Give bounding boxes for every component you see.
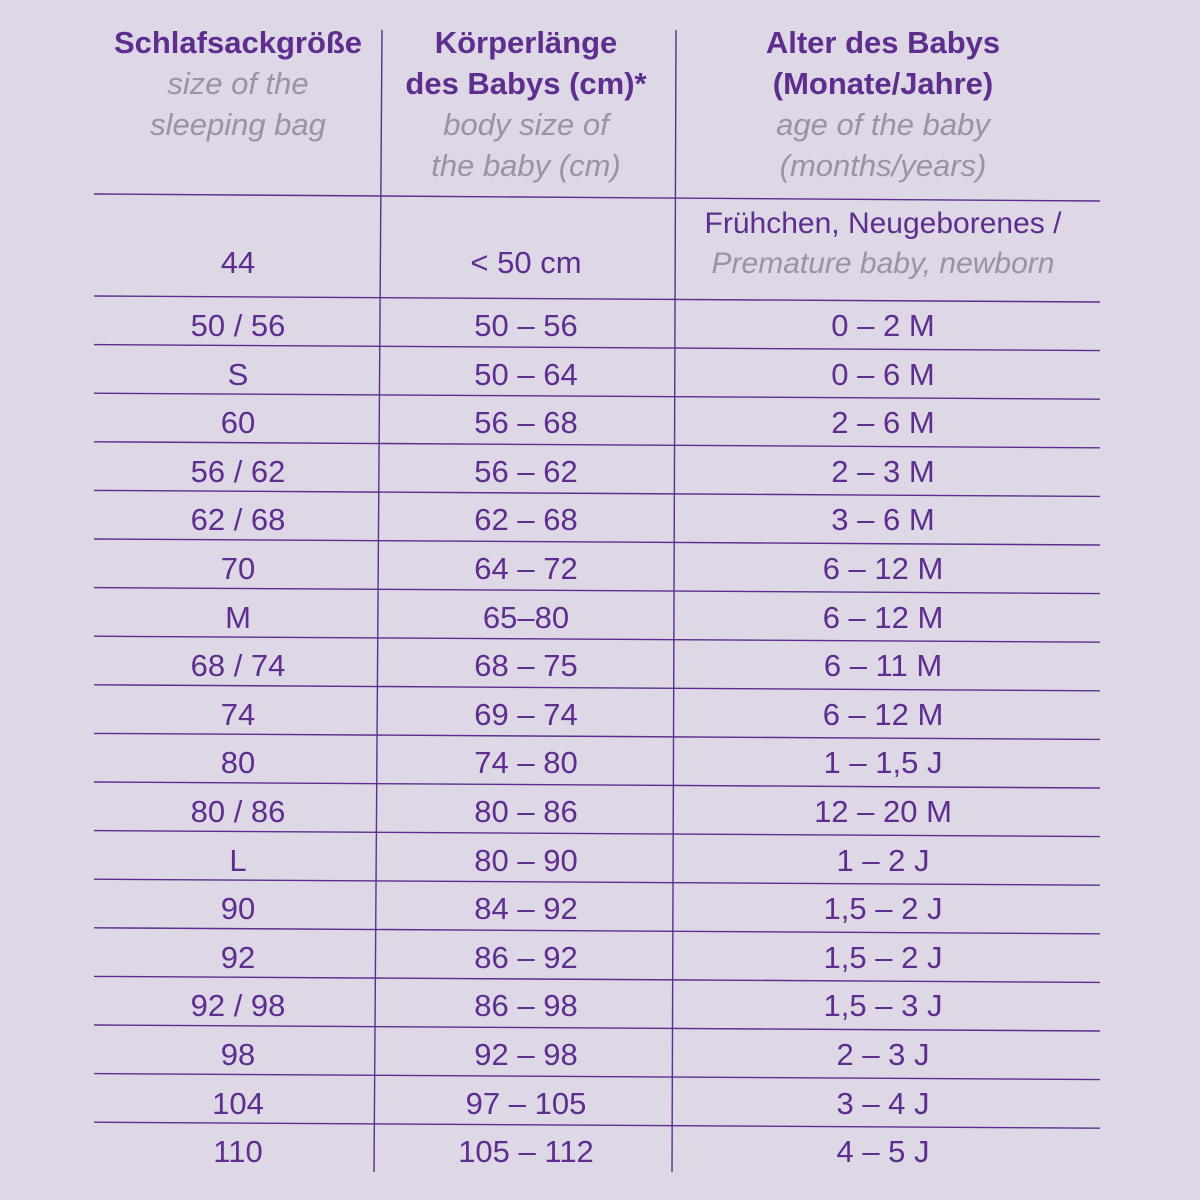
row-divider-line <box>94 442 1100 448</box>
age-cell: 1 – 1,5 J <box>823 745 943 781</box>
size-cell: M <box>225 599 251 635</box>
row-divider-line <box>94 345 1100 351</box>
size-cell: L <box>229 842 247 878</box>
length-cell: 62 – 68 <box>474 502 578 538</box>
column-divider-line <box>672 30 676 1172</box>
row-divider-line <box>94 1122 1100 1128</box>
age-cell: 0 – 2 M <box>831 308 935 343</box>
length-cell: 50 – 64 <box>474 356 578 392</box>
length-cell: 92 – 98 <box>474 1037 578 1072</box>
row-divider-line <box>94 831 1100 837</box>
length-cell: 105 – 112 <box>458 1134 594 1170</box>
age-cell: 2 – 6 M <box>831 405 935 441</box>
row-divider-line <box>94 393 1100 399</box>
newborn-length-cell: < 50 cm <box>470 245 582 280</box>
length-cell: 50 – 56 <box>474 308 578 343</box>
size-cell: S <box>227 356 249 392</box>
age-cell: 1,5 – 2 J <box>823 891 943 927</box>
age-cell: 6 – 11 M <box>823 648 943 684</box>
size-cell: 60 <box>220 405 256 441</box>
size-cell: 62 / 68 <box>190 502 286 538</box>
age-cell: 1,5 – 3 J <box>823 988 943 1024</box>
age-cell: 3 – 4 J <box>836 1085 930 1121</box>
length-cell: 74 – 80 <box>474 745 578 781</box>
row-divider-line <box>94 296 1100 302</box>
age-cell: 6 – 12 M <box>822 599 944 635</box>
row-divider-line <box>94 879 1100 885</box>
newborn-age-de: Frühchen, Neugeborenes / <box>704 207 1062 240</box>
age-cell: 0 – 6 M <box>831 356 935 392</box>
row-divider-line <box>94 636 1100 642</box>
length-cell: 56 – 62 <box>474 453 578 489</box>
size-cell: 70 <box>220 551 256 586</box>
header-length-en: body size of the baby (cm) <box>431 107 621 183</box>
column-header-size <box>114 22 362 145</box>
row-divider-line <box>94 928 1100 934</box>
age-cell: 6 – 12 M <box>822 696 944 732</box>
newborn-size-cell: 44 <box>220 245 256 280</box>
size-cell: 56 / 62 <box>190 453 286 489</box>
age-cell: 3 – 6 M <box>831 502 935 538</box>
length-cell: 84 – 92 <box>474 891 578 927</box>
size-cell: 50 / 56 <box>190 308 286 343</box>
length-cell: 65–80 <box>482 599 570 635</box>
header-size-de: Schlafsackgröße <box>113 25 363 60</box>
length-cell: 64 – 72 <box>474 551 578 586</box>
row-divider-line <box>94 1074 1100 1080</box>
row-divider-line <box>94 976 1100 982</box>
row-divider-line <box>94 685 1100 691</box>
age-cell: 6 – 12 M <box>822 551 944 586</box>
size-cell: 110 <box>213 1134 263 1170</box>
row-divider-line <box>94 588 1100 594</box>
header-divider-line <box>94 194 1100 201</box>
length-cell: 86 – 98 <box>474 988 578 1024</box>
size-cell: 90 <box>220 891 256 927</box>
length-cell: 80 – 90 <box>474 842 578 878</box>
column-divider-line <box>374 30 382 1172</box>
length-cell: 56 – 68 <box>474 405 578 441</box>
length-cell: 69 – 74 <box>474 696 578 732</box>
row-divider-line <box>94 1025 1100 1031</box>
column-header-age <box>766 22 1000 186</box>
header-size-en: size of the sleeping bag <box>150 66 326 142</box>
age-cell: 12 – 20 M <box>814 794 952 829</box>
size-cell: 104 <box>212 1085 264 1121</box>
age-cell: 2 – 3 J <box>836 1037 930 1072</box>
age-cell: 2 – 3 M <box>831 453 935 489</box>
size-cell: 98 <box>220 1037 256 1072</box>
size-cell: 92 / 98 <box>190 988 286 1024</box>
header-length-de: Körperlänge des Babys (cm)* <box>405 25 647 101</box>
row-divider-line <box>94 733 1100 739</box>
newborn-age-cell <box>705 204 1062 284</box>
size-cell: 80 / 86 <box>190 794 286 829</box>
header-age-de: Alter des Babys (Monate/Jahre) <box>765 25 1001 101</box>
row-divider-line <box>94 782 1100 788</box>
length-cell: 80 – 86 <box>474 794 578 829</box>
size-cell: 80 <box>220 745 256 781</box>
size-cell: 68 / 74 <box>190 648 286 684</box>
header-age-en: age of the baby (months/years) <box>776 107 990 183</box>
age-cell: 1,5 – 2 J <box>823 939 943 975</box>
row-divider-line <box>94 539 1100 545</box>
size-cell: 92 <box>220 939 256 975</box>
age-cell: 1 – 2 J <box>836 842 930 878</box>
row-divider-line <box>94 490 1100 496</box>
length-cell: 68 – 75 <box>474 648 578 684</box>
size-cell: 74 <box>220 696 256 732</box>
newborn-age-en: Premature baby, newborn <box>711 247 1055 280</box>
age-cell: 4 – 5 J <box>836 1134 930 1170</box>
column-header-length <box>405 22 646 186</box>
length-cell: 86 – 92 <box>474 939 578 975</box>
length-cell: 97 – 105 <box>465 1085 587 1121</box>
